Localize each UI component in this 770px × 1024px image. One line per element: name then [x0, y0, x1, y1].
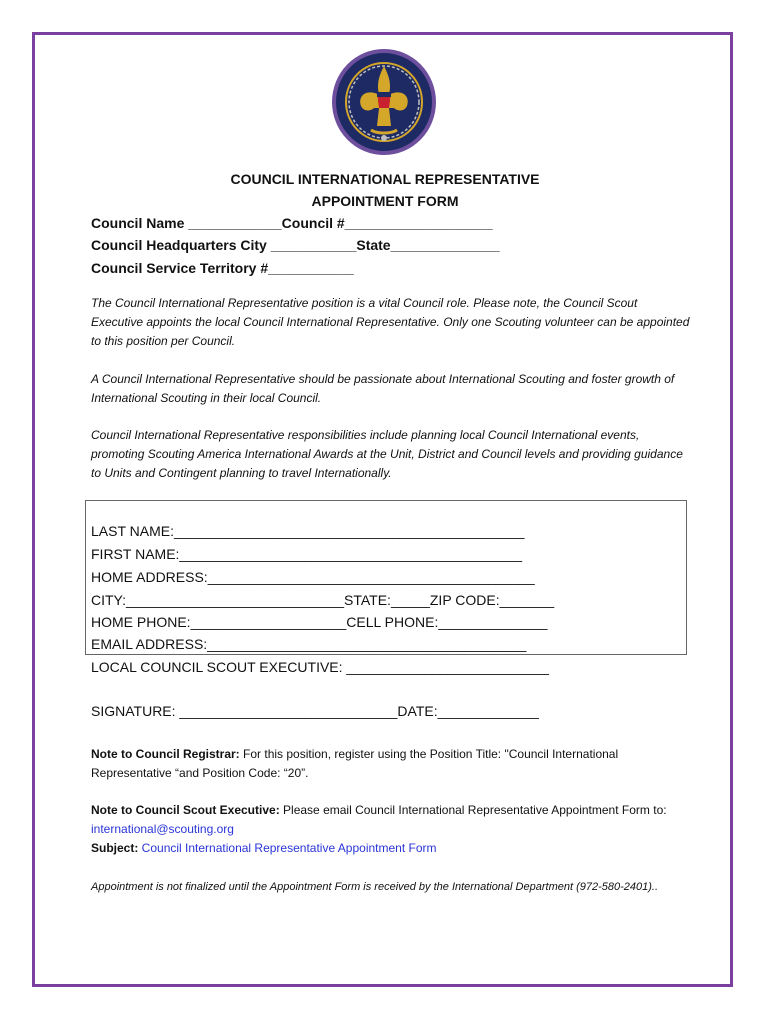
intro-paragraph-2: A Council International Representative should be passionate about International Scouting and foster growth of International Scouting in their local Council.	[91, 372, 675, 405]
city-state-zip-field[interactable]: CITY:____________________________STATE:_____ZIP CODE:_______	[91, 592, 555, 608]
email-field[interactable]: EMAIL ADDRESS:_________________________________________	[91, 636, 527, 652]
home-address-field[interactable]: HOME ADDRESS:__________________________________________	[91, 569, 535, 585]
intro-paragraph-1: The Council International Representative position is a vital Council role. Please note, the Council Scout Executive appoints the local Council International Representative. Only one Scouting volunteer can be appointed to this position per Council.	[91, 296, 690, 348]
council-hq-city-field[interactable]: Council Headquarters City ___________State______________	[91, 237, 500, 253]
subject-label: Subject:	[91, 841, 139, 855]
intro-paragraph-3: Council International Representative responsibilities include planning local Council International events, promoting Scouting America International Awards at the Unit, District and Council levels and providing guidance to Units and Contingent planning to travel Internationally.	[91, 428, 683, 480]
form-title-line2: APPOINTMENT FORM	[311, 193, 459, 209]
footer-note: Appointment is not finalized until the Appointment Form is received by the International Department (972-580-2401)..	[91, 881, 659, 893]
executive-note	[91, 801, 681, 858]
phone-fields[interactable]: HOME PHONE:____________________CELL PHONE:______________	[91, 614, 548, 630]
registrar-note	[91, 745, 681, 783]
council-logo	[331, 48, 437, 156]
email-link[interactable]: international@scouting.org	[91, 822, 234, 836]
council-name-field[interactable]: Council Name ____________Council #___________________	[91, 215, 493, 231]
executive-note-label: Note to Council Scout Executive:	[91, 803, 280, 817]
first-name-field[interactable]: FIRST NAME:____________________________________________	[91, 546, 523, 562]
subject-link[interactable]: Council International Representative Appointment Form	[138, 841, 437, 855]
scout-executive-field[interactable]: LOCAL COUNCIL SCOUT EXECUTIVE: __________________________	[91, 659, 549, 675]
form-title-line1: COUNCIL INTERNATIONAL REPRESENTATIVE	[230, 171, 540, 187]
executive-note-text: Please email Council International Representative Appointment Form to:	[279, 803, 667, 817]
signature-date-field[interactable]: SIGNATURE: ____________________________DATE:_____________	[91, 703, 539, 719]
registrar-note-label: Note to Council Registrar:	[91, 747, 240, 761]
last-name-field[interactable]: LAST NAME:_____________________________________________	[91, 523, 525, 539]
registrar-note-text: For this position, register using the Position Title: "Council International Representative “and Position Code: “20”.	[91, 747, 619, 780]
council-territory-field[interactable]: Council Service Territory #___________	[91, 260, 354, 276]
